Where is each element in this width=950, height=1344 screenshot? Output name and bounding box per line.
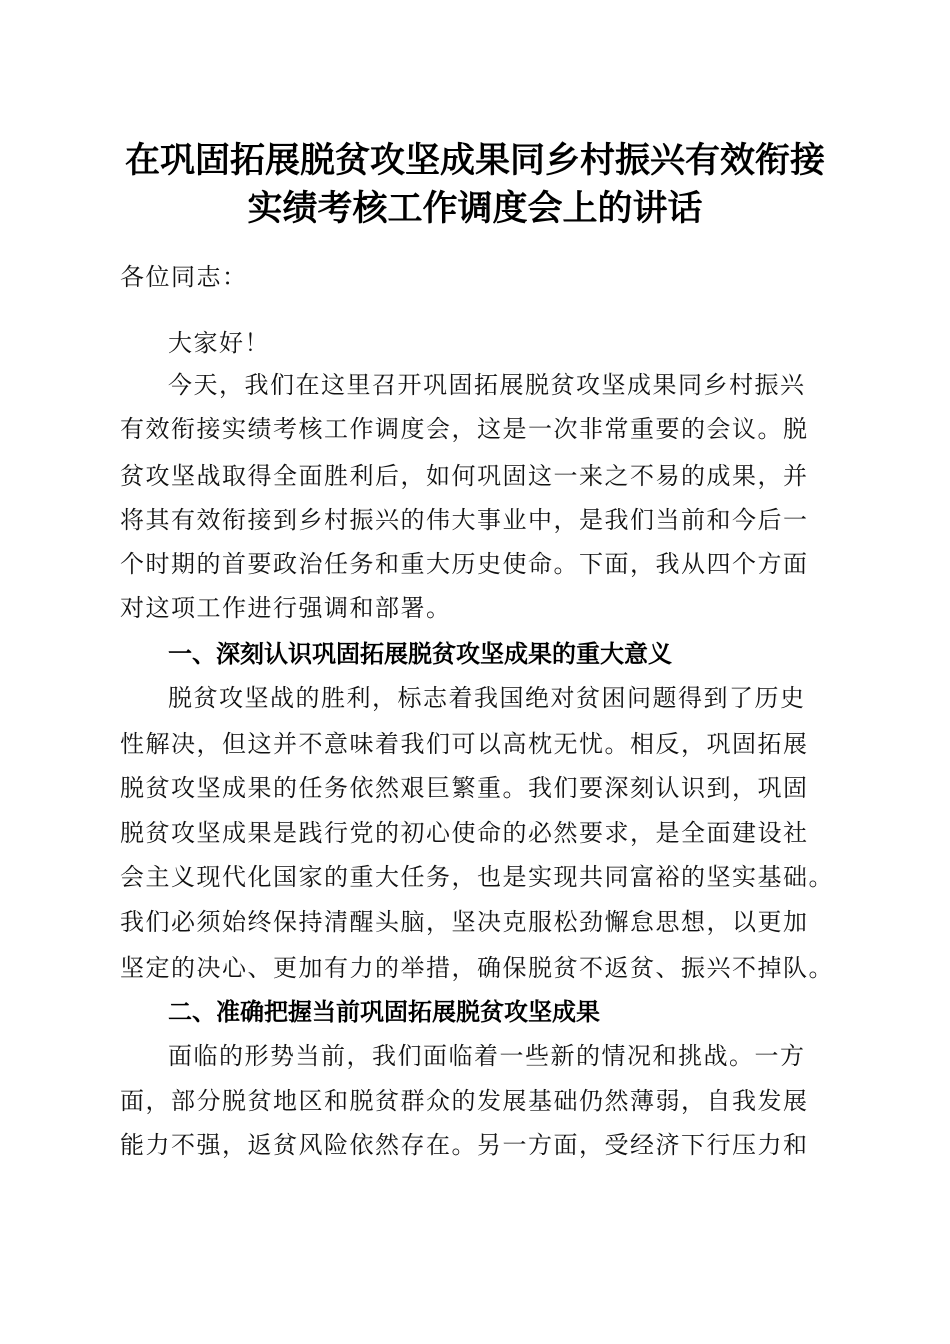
document-title-line-2: 实绩考核工作调度会上的讲话	[247, 188, 703, 229]
paragraph-1-line-2: 有效衔接实绩考核工作调度会，这是一次非常重要的会议。脱	[120, 415, 809, 443]
paragraph-2-line-1: 脱贫攻坚战的胜利，标志着我国绝对贫困问题得到了历史	[168, 684, 806, 712]
greeting: 大家好！	[168, 329, 270, 357]
paragraph-1-line-4: 将其有效衔接到乡村振兴的伟大事业中，是我们当前和今后一	[120, 506, 809, 534]
paragraph-3-line-3: 能力不强，返贫风险依然存在。另一方面，受经济下行压力和	[120, 1131, 809, 1159]
paragraph-3-line-2: 面，部分脱贫地区和脱贫群众的发展基础仍然薄弱，自我发展	[120, 1087, 809, 1115]
paragraph-1-line-1: 今天，我们在这里召开巩固拓展脱贫攻坚成果同乡村振兴	[168, 371, 806, 399]
paragraph-1-line-3: 贫攻坚战取得全面胜利后，如何巩固这一来之不易的成果，并	[120, 462, 809, 490]
salutation: 各位同志：	[120, 263, 248, 291]
paragraph-2-line-7: 坚定的决心、更加有力的举措，确保脱贫不返贫、振兴不掉队。	[120, 954, 834, 982]
paragraph-2-line-4: 脱贫攻坚成果是践行党的初心使命的必然要求，是全面建设社	[120, 819, 809, 847]
paragraph-2-line-2: 性解决，但这并不意味着我们可以高枕无忧。相反，巩固拓展	[120, 730, 809, 758]
paragraph-2-line-3: 脱贫攻坚成果的任务依然艰巨繁重。我们要深刻认识到，巩固	[120, 774, 809, 802]
section-heading-1: 一、深刻认识巩固拓展脱贫攻坚成果的重大意义	[168, 640, 672, 668]
section-heading-2: 二、准确把握当前巩固拓展脱贫攻坚成果	[168, 998, 600, 1026]
document-title-line-1: 在巩固拓展脱贫攻坚成果同乡村振兴有效衔接	[124, 140, 825, 181]
paragraph-1-line-5: 个时期的首要政治任务和重大历史使命。下面，我从四个方面	[120, 550, 809, 578]
paragraph-1-line-6: 对这项工作进行强调和部署。	[120, 594, 452, 622]
paragraph-2-line-6: 我们必须始终保持清醒头脑，坚决克服松劲懈怠思想，以更加	[120, 908, 809, 936]
paragraph-3-line-1: 面临的形势当前，我们面临着一些新的情况和挑战。一方	[168, 1042, 806, 1070]
paragraph-2-line-5: 会主义现代化国家的重大任务，也是实现共同富裕的坚实基础。	[120, 863, 834, 891]
